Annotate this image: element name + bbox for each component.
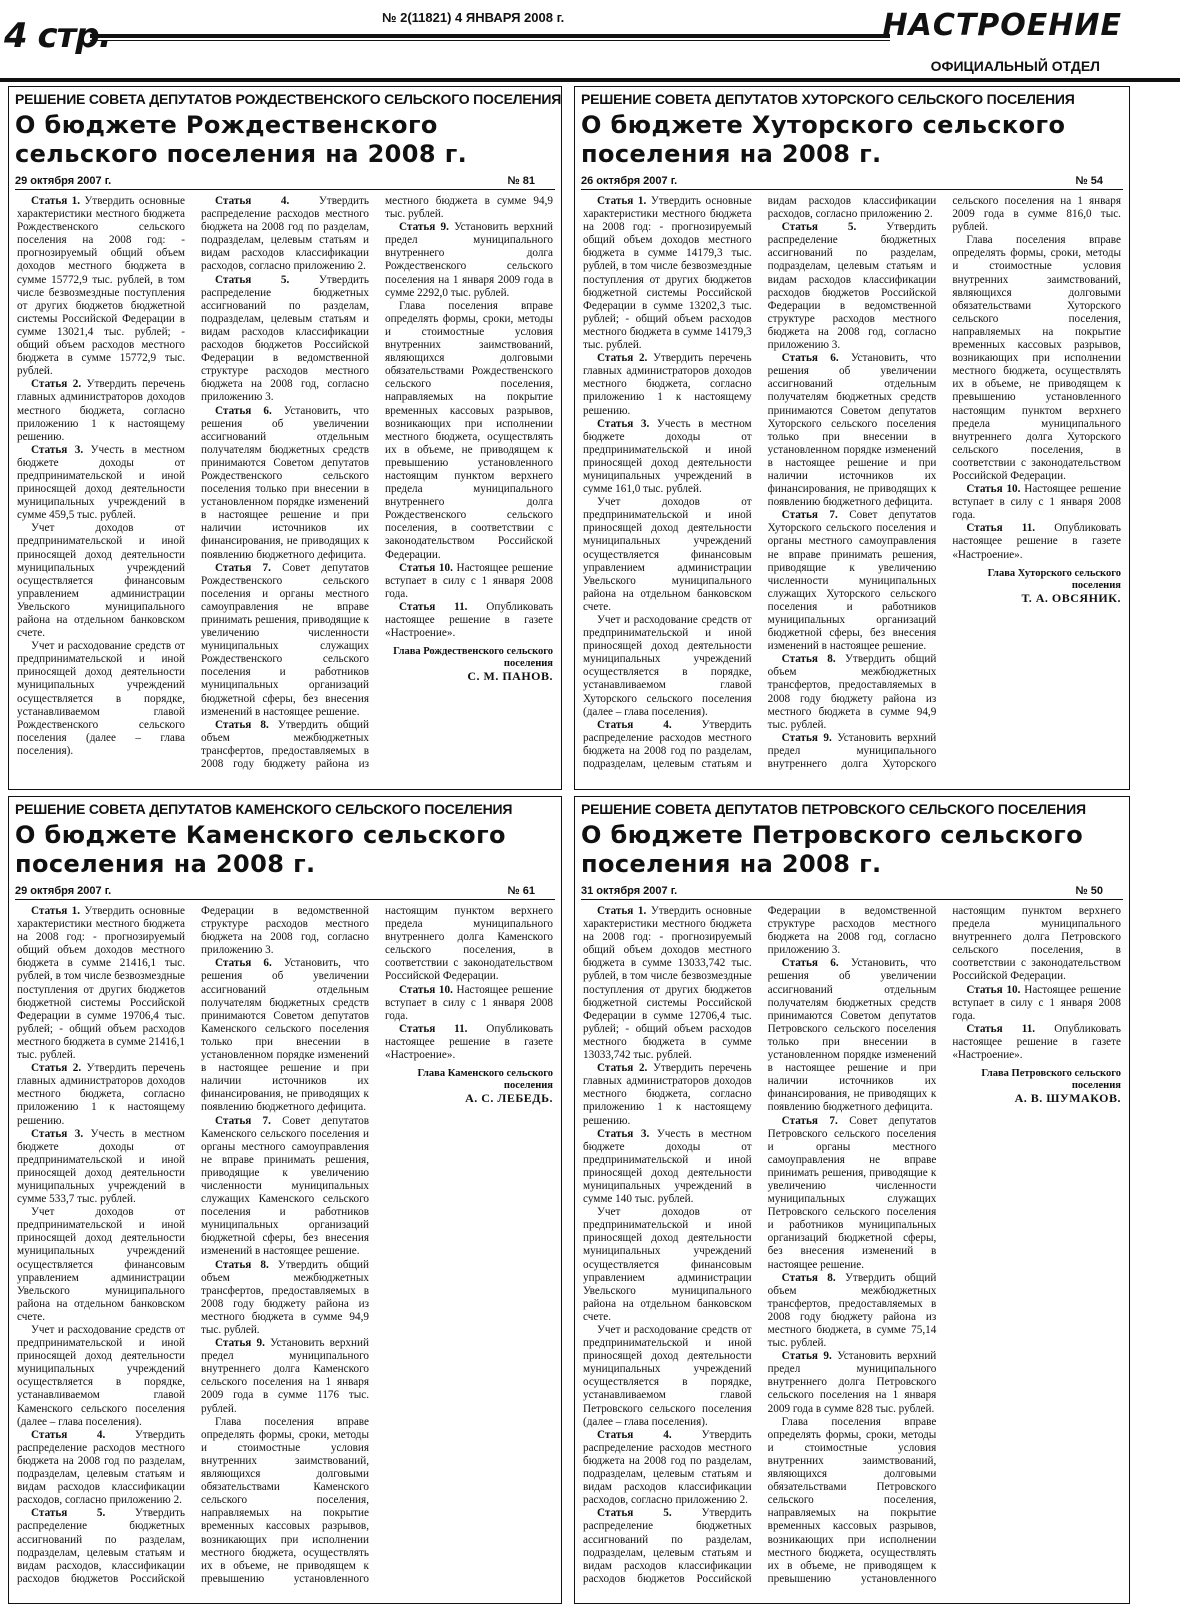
signature-title: Глава Рождественского сельского поселения (393, 646, 553, 670)
article-kicker: РЕШЕНИЕ СОВЕТА ДЕПУТАТОВ ХУТОРСКОГО СЕЛЬСКОГО ПОСЕЛЕНИЯ (581, 91, 1075, 107)
paragraph: Статья 1. Утвердить основные характеристики местного бюджета на 2008 год: - прогнозируемый общий объем доходов местного бюджета в сумме 14179,3 тыс. рублей, в том числе безвозмездные поступления от других бюджетов бюджетной системы Российской Федерации в сумме 13202,3 тыс. рублей; - общий объем расходов местного бюджета в сумме 14179,3 тыс. рублей. (583, 195, 752, 352)
paragraph: Статья 5. Утвердить распределение бюджетных ассигнований по разделам, подразделам, целевым статьям и видам расходов классификации расходов бюджетов Российской Федерации в ведомственной структуре расходов местного бюджета на 2008 год, согласно приложению 3. (767, 221, 937, 352)
paragraph: Статья 2. Утвердить перечень главных администраторов доходов местного бюджета, согласно приложению 1 к настоящему решению. (583, 1062, 752, 1127)
paragraph: Учет доходов от предпринимательской и иной приносящей доход деятельности муниципальных учреждений осуществляется финансовым управлением администрации Увельского муниципального района на отдельном банковском счете. (583, 496, 752, 613)
paragraph: Статья 4. Утвердить распределение расходов местного бюджета на 2008 год по разделам, подразделам, целевым статьям и видам расходов классификации расходов, согласно приложению 2. (583, 195, 937, 771)
article-date: 29 октября 2007 г. (15, 175, 112, 187)
paragraph: Статья 2. Утвердить перечень главных администраторов доходов местного бюджета, согласно приложению 1 к настоящему решению. (17, 1062, 185, 1127)
paragraph: Статья 9. Установить верхний предел муниципального внутреннего долга Хуторского сельского поселения на 1 января 2009 года в сумме 816,0 тыс. рублей. (767, 195, 1121, 771)
article-date: 31 октября 2007 г. (581, 885, 678, 897)
article-rozhdestvenskoe (8, 86, 562, 790)
paragraph: Статья 7. Совет депутатов Рождественского сельского поселения и органы местного самоуправления не вправе принимать решения, приводящие к увеличению численности муниципальных служащих Рождественского сельского поселения и работников муниципальных организаций бюджетной сферы, без внесения изменений в настоящее решение. (201, 561, 369, 718)
article-dateline (581, 885, 1123, 900)
article-kicker: РЕШЕНИЕ СОВЕТА ДЕПУТАТОВ РОЖДЕСТВЕНСКОГО СЕЛЬСКОГО ПОСЕЛЕНИЯ (15, 91, 562, 107)
paragraph: Статья 4. Утвердить распределение расходов местного бюджета на 2008 год по разделам, подразделам, целевым статьям и видам расходов классификации расходов, согласно приложению 2. (583, 1428, 752, 1507)
paragraph: Глава поселения вправе определять формы, сроки, методы и стоимостные условия внутренних заимствований, являющихся долговыми обязательствами Хуторского сельского поселения, направляемых на покрытие временных кассовых разрывов, возникающих при исполнении местного бюджета, осуществлять их в объеме, не приводящем к превышению установленного настоящим пунктом верхнего предела муниципального внутреннего долга Хуторского сельского поселения, в соответствии с законодательством Российской Федерации. (952, 234, 1121, 482)
article-number: № 50 (1075, 885, 1103, 897)
article-body (17, 905, 553, 1597)
paragraph: Статья 8. Утвердить общий объем межбюджетных трансфертов, предоставляемых в 2008 году бюджету района из местного бюджета в сумме 94,9 тыс. рублей. (201, 195, 553, 771)
paragraph: Статья 7. Совет депутатов Каменского сельского поселения и органы местного самоуправления не вправе принимать решения, приводящие к увеличению численности муниципальных служащих Каменского сельского поселения и работников муниципальных организаций бюджетной сферы, без внесения изменений в настоящее решение. (201, 1114, 369, 1258)
paragraph: Статья 1. Утвердить основные характеристики местного бюджета на 2008 год: - прогнозируемый общий объем доходов местного бюджета в сумме 21416,1 тыс. рублей, в том числе безвозмездные поступления от других бюджетов бюджетной системы Российской Федерации в сумме 19706,4 тыс. рублей; - общий объем расходов местного бюджета в сумме 21416,1 тыс. рублей. (17, 905, 185, 1062)
signature-name: С. М. ПАНОВ. (467, 669, 553, 684)
article-signature (952, 568, 1121, 604)
paragraph: Статья 9. Установить верхний предел муниципального внутреннего долга Рождественского сельского поселения на 1 января 2009 года в сумме 2292,0 тыс. рублей. (385, 221, 553, 299)
article-date: 29 октября 2007 г. (15, 885, 112, 897)
paragraph: Статья 9. Установить верхний предел муниципального внутреннего долга Петровского сельского поселения на 1 января 2009 года в сумме 828 тыс. рублей. (767, 1350, 937, 1415)
article-khutorskoe (574, 86, 1130, 790)
article-title: О бюджете Хуторского сельского поселения на 2008 г. (581, 111, 1066, 168)
article-signature (385, 646, 553, 682)
article-dateline (581, 175, 1123, 190)
paragraph: Статья 1. Утвердить основные характеристики местного бюджета на 2008 год: - прогнозируемый общий объем доходов местного бюджета в сумме 13033,742 тыс. рублей, в том числе безвозмездные поступления от других бюджетов бюджетной системы Российской Федерации в сумме 12706,4 тыс. рублей; - общий объем расходов местного бюджета в сумме 13033,742 тыс. рублей. (583, 905, 752, 1062)
article-kicker: РЕШЕНИЕ СОВЕТА ДЕПУТАТОВ КАМЕНСКОГО СЕЛЬСКОГО ПОСЕЛЕНИЯ (15, 801, 513, 817)
paragraph: Статья 11. Опубликовать настоящее решение в газете «Настроение». (952, 522, 1121, 561)
article-signature (952, 1068, 1121, 1104)
issue-info: № 2(11821) 4 ЯНВАРЯ 2008 г. (382, 10, 565, 25)
article-kamenskoe (8, 796, 562, 1604)
paragraph: Статья 1. Утвердить основные характеристики местного бюджета Рождественского сельского поселения на 2008 год: - прогнозируемый общий объем доходов местного бюджета в сумме 15772,9 тыс. рублей, в том числе безвозмездные поступления от других бюджетов бюджетной системы Российской Федерации в сумме 13021,4 тыс. рублей; - общий объем расходов местного бюджета в сумме 15772,9 тыс. рублей. (17, 195, 185, 378)
paragraph: Учет и расходование средств от предпринимательской и иной приносящей доход деятельности муниципальных учреждений осуществляется в порядке, устанавливаемом главой Петровского сельского поселения (далее – глава поселения). (583, 1324, 752, 1428)
signature-title: Глава Петровского сельского поселения (981, 1068, 1121, 1092)
paragraph: Учет доходов от предпринимательской и иной приносящей доход деятельности муниципальных учреждений осуществляется финансовым управлением администрации Увельского муниципального района на отдельном банковском счете. (17, 1206, 185, 1323)
article-paragraphs (583, 905, 1121, 1597)
article-title: О бюджете Каменского сельского поселения на 2008 г. (15, 821, 506, 878)
masthead-rule (90, 34, 890, 41)
paragraph: Учет доходов от предпринимательской и иной приносящей доход деятельности муниципальных учреждений осуществляется финансовым управлением администрации Увельского муниципального района на отдельном банковском счете. (17, 522, 185, 640)
article-body (583, 195, 1121, 783)
paragraph: Учет доходов от предпринимательской и иной приносящей доход деятельности муниципальных учреждений осуществляется финансовым управлением администрации Увельского муниципального района на отдельном банковском счете. (583, 1206, 752, 1323)
paragraph: Статья 4. Утвердить распределение расходов местного бюджета на 2008 год по разделам, подразделам, целевым статьям и видам расходов классификации расходов, согласно приложению 2. (17, 1428, 185, 1507)
paragraph: Статья 5. Утвердить распределение бюджетных ассигнований по разделам, подразделам, целевым статьям и видам расходов классификации расходов бюджетов Российской Федерации в ведомственной структуре расходов местного бюджета на 2008 год, согласно приложению 3. (201, 273, 369, 404)
paragraph: Статья 3. Учесть в местном бюджете доходы от предпринимательской и иной приносящей доход деятельности муниципальных учреждений в сумме 140 тыс. рублей. (583, 1127, 752, 1206)
paragraph: Статья 3. Учесть в местном бюджете доходы от предпринимательской и иной приносящей доход деятельности муниципальных учреждений в сумме 161,0 тыс. рублей. (583, 417, 752, 496)
paragraph: Статья 6. Установить, что решения об увеличении ассигнований отдельным получателям бюджетных средств принимаются Советом депутатов Хуторского сельского поселения только при внесении в установленном порядке изменений в настоящее решение и при наличии источников их финансирования, не приводящих к появлению бюджетного дефицита. (767, 352, 937, 509)
article-body (583, 905, 1121, 1597)
signature-name: Т. А. ОВСЯНИК. (1021, 590, 1121, 605)
paragraph: Статья 2. Утвердить перечень главных администраторов доходов местного бюджета, согласно приложению 1 к настоящему решению. (17, 378, 185, 443)
department-bar (0, 58, 1180, 82)
paragraph: Статья 6. Установить, что решения об увеличении ассигнований отдельным получателям бюджетных средств принимаются Советом депутатов Петровского сельского поселения только при внесении в установленном порядке изменений в настоящее решение и при наличии источников их финансирования, не приводящих к появлению бюджетного дефицита. (767, 957, 937, 1114)
article-signature (385, 1068, 553, 1104)
signature-name: А. В. ШУМАКОВ. (1014, 1091, 1121, 1106)
paragraph: Статья 11. Опубликовать настоящее решение в газете «Настроение». (952, 1022, 1121, 1062)
article-paragraphs (583, 195, 1121, 783)
paragraph: Глава поселения вправе определять формы, сроки, методы и стоимостные условия внутренних заимствований, являющихся долговыми обязательствами Петровского сельского поселения, направляемых на покрытие временных кассовых разрывов, возникающих при исполнении местного бюджета, осуществлять их в объеме, не приводящем к превышению установленного настоящим пунктом верхнего предела муниципального внутреннего долга Петровского сельского поселения, в соответствии с законодательством Российской Федерации. (767, 905, 1121, 1585)
paragraph: Статья 8. Утвердить общий объем межбюджетных трансфертов, предоставляемых в 2008 году бюджету района из местного бюджета в сумме 94,9 тыс. рублей. (201, 1258, 369, 1336)
paragraph: Статья 11. Опубликовать настоящее решение в газете «Настроение». (385, 1022, 553, 1062)
signature-title: Глава Хуторского сельского поселения (987, 567, 1121, 591)
paragraph: Учет и расходование средств от предпринимательской и иной приносящей доход деятельности муниципальных учреждений осуществляется в порядке, устанавливаемом главой Каменского сельского поселения (далее – глава поселения). (17, 1324, 185, 1428)
paragraph: Глава поселения вправе определять формы, сроки, методы и стоимостные условия внутренних заимствований, являющихся долговыми обязательствами Рождественского сельского поселения, направляемых на покрытие временных кассовых разрывов, возникающих при исполнении местного бюджета, осуществлять их в объеме, не приводящем к превышению установленного настоящим пунктом верхнего предела муниципального внутреннего долга Рождественского сельского поселения, в соответствии с законодательством Российской Федерации. (385, 299, 553, 561)
paragraph: Статья 8. Утвердить общий объем межбюджетных трансфертов, предоставляемых в 2008 году бюджету района из местного бюджета в сумме 94,9 тыс. рублей. (767, 653, 937, 731)
paragraph: Статья 3. Учесть в местном бюджете доходы от предпринимательской и иной приносящей доход деятельности муниципальных учреждений в сумме 459,5 тыс. рублей. (17, 443, 185, 522)
article-petrovskoe (574, 796, 1130, 1604)
article-number: № 81 (507, 175, 535, 187)
article-title: О бюджете Рождественского сельского поселения на 2008 г. (15, 111, 468, 168)
article-dateline (15, 175, 555, 190)
newspaper-brand: НАСТРОЕНИЕ (882, 8, 1122, 43)
article-title: О бюджете Петровского сельского поселения на 2008 г. (581, 821, 1084, 878)
article-paragraphs (17, 905, 553, 1597)
paragraph: Статья 9. Установить верхний предел муниципального внутреннего долга Каменского сельского поселения на 1 января 2009 года в сумме 1176 тыс. рублей. (201, 1337, 369, 1415)
paragraph: Статья 5. Утвердить распределение бюджетных ассигнований по разделам, подразделам, целевым статьям и видам расходов классификации расходов бюджетов Российской Федерации в ведомственной структуре расходов местного бюджета на 2008 год, согласно приложению 3. (583, 905, 937, 1585)
article-body (17, 195, 553, 783)
page-number: 4 стр. (4, 16, 111, 56)
paragraph: Статья 6. Установить, что решения об увеличении ассигнований отдельным получателям бюджетных средств принимаются Советом депутатов Рождественского сельского поселения только при внесении в установленном порядке изменений в настоящее решение и при наличии источников их финансирования, не приводящих к появлению бюджетного дефицита. (201, 404, 369, 561)
paragraph: Статья 11. Опубликовать настоящее решение в газете «Настроение». (385, 600, 553, 640)
article-number: № 54 (1075, 175, 1103, 187)
paragraph: Статья 2. Утвердить перечень главных администраторов доходов местного бюджета, согласно приложению 1 к настоящему решению. (583, 352, 752, 417)
paragraph: Статья 6. Установить, что решения об увеличении ассигнований отдельным получателям бюджетных средств принимаются Советом депутатов Каменского сельского поселения только при внесении в установленном порядке изменений в настоящее решение и при наличии источников их финансирования, не приводящих к появлению бюджетного дефицита. (201, 957, 369, 1114)
paragraph: Глава поселения вправе определять формы, сроки, методы и стоимостные условия внутренних заимствований, являющихся долговыми обязательствами Каменского сельского поселения, направляемых на покрытие временных кассовых разрывов, возникающих при исполнении местного бюджета, осуществлять их в объеме, не приводящем к превышению установленного настоящим пунктом верхнего предела муниципального внутреннего долга Каменского сельского поселения, в соответствии с законодательством Российской Федерации. (201, 905, 553, 1585)
paragraph: Учет и расходование средств от предпринимательской и иной приносящей доход деятельности муниципальных учреждений осуществляется в порядке, устанавливаемом главой Хуторского сельского поселения (далее – глава поселения). (583, 614, 752, 718)
paragraph: Статья 7. Совет депутатов Петровского сельского поселения и органы местного самоуправления не вправе принимать решения, приводящие к увеличению численности муниципальных служащих Петровского сельского поселения и работников муниципальных организаций бюджетной сферы, без внесения изменений в настоящее решение. (767, 1114, 937, 1271)
paragraph: Статья 10. Настоящее решение вступает в силу с 1 января 2008 года. (385, 561, 553, 600)
article-number: № 61 (507, 885, 535, 897)
paragraph: Учет и расходование средств от предпринимательской и иной приносящей доход деятельности муниципальных учреждений осуществляется в порядке, устанавливаемом главой Рождественского сельского поселения (далее – глава поселения). (17, 640, 185, 757)
article-dateline (15, 885, 555, 900)
paragraph: Статья 10. Настоящее решение вступает в силу с 1 января 2008 года. (952, 983, 1121, 1022)
paragraph: Статья 10. Настоящее решение вступает в силу с 1 января 2008 года. (385, 983, 553, 1022)
article-kicker: РЕШЕНИЕ СОВЕТА ДЕПУТАТОВ ПЕТРОВСКОГО СЕЛЬСКОГО ПОСЕЛЕНИЯ (581, 801, 1086, 817)
paragraph: Статья 4. Утвердить распределение расходов местного бюджета на 2008 год по разделам, подразделам, целевым статьям и видам расходов классификации расходов, согласно приложению 2. (201, 195, 369, 273)
signature-title: Глава Каменского сельского поселения (417, 1068, 553, 1092)
paragraph: Статья 3. Учесть в местном бюджете доходы от предпринимательской и иной приносящей доход деятельности муниципальных учреждений в сумме 533,7 тыс. рублей. (17, 1127, 185, 1206)
article-paragraphs (17, 195, 553, 783)
department-label: ОФИЦИАЛЬНЫЙ ОТДЕЛ (930, 58, 1100, 74)
signature-name: А. С. ЛЕБЕДЬ. (465, 1091, 553, 1106)
paragraph: Статья 5. Утвердить распределение бюджетных ассигнований по разделам, подразделам, целевым статьям и видам расходов, классификации расходов бюджетов Российской Федерации в ведомственной структуре расходов местного бюджета на 2008 год, согласно приложению 3. (17, 905, 369, 1585)
paragraph: Статья 7. Совет депутатов Хуторского сельского поселения и органы местного самоуправления не вправе принимать решения, приводящие к увеличению численности муниципальных служащих Хуторского сельского поселения и работников муниципальных организаций бюджетной сферы, без внесения изменений в настоящее решение. (767, 509, 937, 653)
paragraph: Статья 10. Настоящее решение вступает в силу с 1 января 2008 года. (952, 483, 1121, 522)
article-date: 26 октября 2007 г. (581, 175, 678, 187)
paragraph: Статья 8. Утвердить общий объем межбюджетных трансфертов, предоставляемых в 2008 году бюджету района из местного бюджета, в сумме 75,14 тыс. рублей. (767, 1271, 937, 1350)
